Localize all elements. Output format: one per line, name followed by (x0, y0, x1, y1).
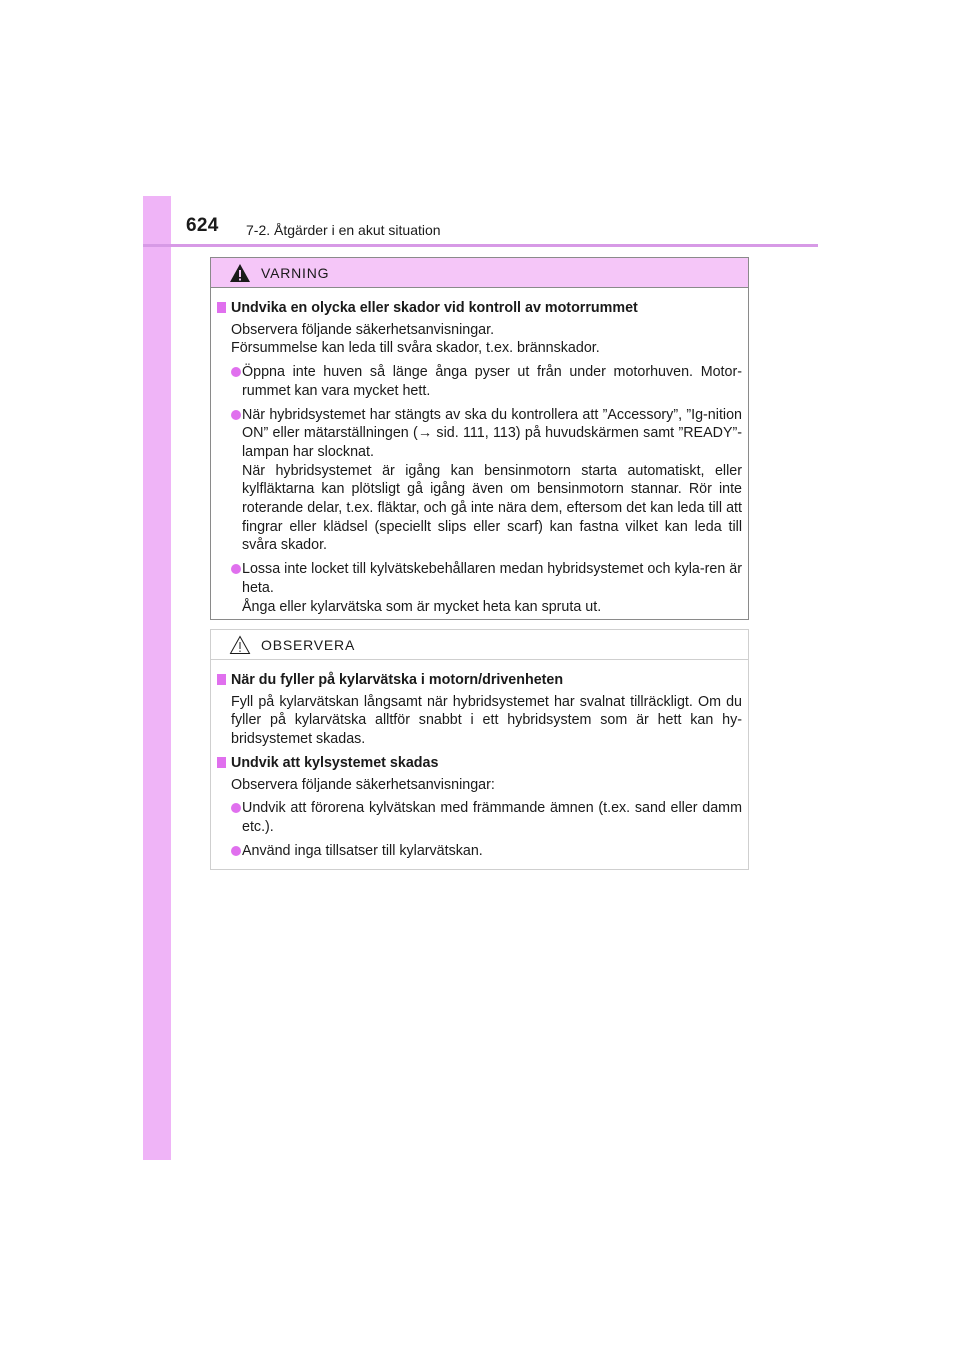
notice-bullet (217, 842, 742, 861)
warning-bullet-text: Lossa inte locket till kylvätskebehållaren medan hybridsystemet och kyla-ren är heta. (242, 561, 742, 596)
notice-box-header (211, 630, 748, 660)
warning-bullet (217, 363, 742, 400)
notice-paragraph (217, 693, 742, 749)
side-strip (143, 196, 171, 1160)
warning-item (217, 299, 742, 318)
warning-box-header (211, 258, 748, 288)
warning-box (210, 257, 749, 620)
notice-box (210, 629, 749, 870)
circle-bullet-icon (231, 846, 241, 856)
warning-triangle-filled-icon (229, 263, 251, 283)
header-rule (143, 244, 818, 247)
warning-bullet-text: Ånga eller kylarvätska som är mycket heta kan spruta ut. (242, 598, 602, 615)
warning-intro (217, 321, 742, 358)
notice-paragraph-text: Fyll på kylarvätskan långsamt när hybridsystemet har svalnat tillräckligt. Om du fyller på kylarvätska alltför snabbt i ett hybridsystem som är hett kan hy-bridsystemet skadas. (231, 693, 742, 748)
notice-item-heading: Undvik att kylsystemet skadas (231, 754, 439, 771)
notice-item (217, 671, 742, 690)
square-bullet-icon (217, 757, 226, 768)
notice-paragraph (217, 776, 742, 795)
notice-paragraph-text: Observera följande säkerhetsanvisningar: (231, 776, 495, 793)
notice-bullet-text: Undvik att förorena kylvätskan med främmande ämnen (t.ex. sand eller damm etc.). (242, 800, 742, 835)
warning-bullet (217, 406, 742, 556)
notice-bullet-text: Använd inga tillsatser till kylarvätskan. (242, 842, 483, 859)
notice-label: OBSERVERA (261, 636, 356, 653)
section-title: 7-2. Åtgärder i en akut situation (246, 222, 441, 238)
warning-bullet-text: När hybridsystemet är igång kan bensinmotorn starta automatiskt, eller kylfläktarna kan plötsligt gå igång även om bensinmotorn stannar. Rör inte roterande delar, t.ex. fläktar, och gå inte nära dem, eftersom det kan leda till att fingrar eller klädsel (speciellt slips eller scarf) kan fastna vilket kan leda till svåra skador. (242, 462, 742, 554)
warning-bullet-text: När hybridsystemet har stängts av ska du kontrollera att ”Accessory”, ”Ig-nition ON” eller mätarställningen (→ sid. 111, 113) på huvudskärmen samt ”READY”-lampan har slocknat. (242, 406, 742, 460)
warning-bullet-text: Öppna inte huven så länge ånga pyser ut från under motorhuven. Motor-rummet kan vara mycket hett. (242, 364, 742, 399)
warning-bullet (217, 560, 742, 616)
warning-intro-line: Observera följande säkerhetsanvisningar. (231, 321, 495, 338)
circle-bullet-icon (231, 803, 241, 813)
notice-item (217, 754, 742, 773)
warning-item-heading: Undvika en olycka eller skador vid kontroll av motorrummet (231, 300, 638, 316)
circle-bullet-icon (231, 367, 241, 377)
page-number: 624 (186, 215, 219, 236)
warning-intro-line: Försummelse kan leda till svåra skador, t.ex. brännskador. (231, 340, 600, 357)
notice-box-body (211, 660, 748, 860)
square-bullet-icon (217, 302, 226, 313)
notice-triangle-outline-icon (229, 635, 251, 655)
notice-bullet (217, 799, 742, 836)
notice-item-heading: När du fyller på kylarvätska i motorn/drivenheten (231, 672, 564, 688)
warning-label: VARNING (261, 264, 330, 281)
square-bullet-icon (217, 674, 226, 685)
circle-bullet-icon (231, 410, 241, 420)
circle-bullet-icon (231, 564, 241, 574)
warning-box-body (211, 288, 748, 616)
